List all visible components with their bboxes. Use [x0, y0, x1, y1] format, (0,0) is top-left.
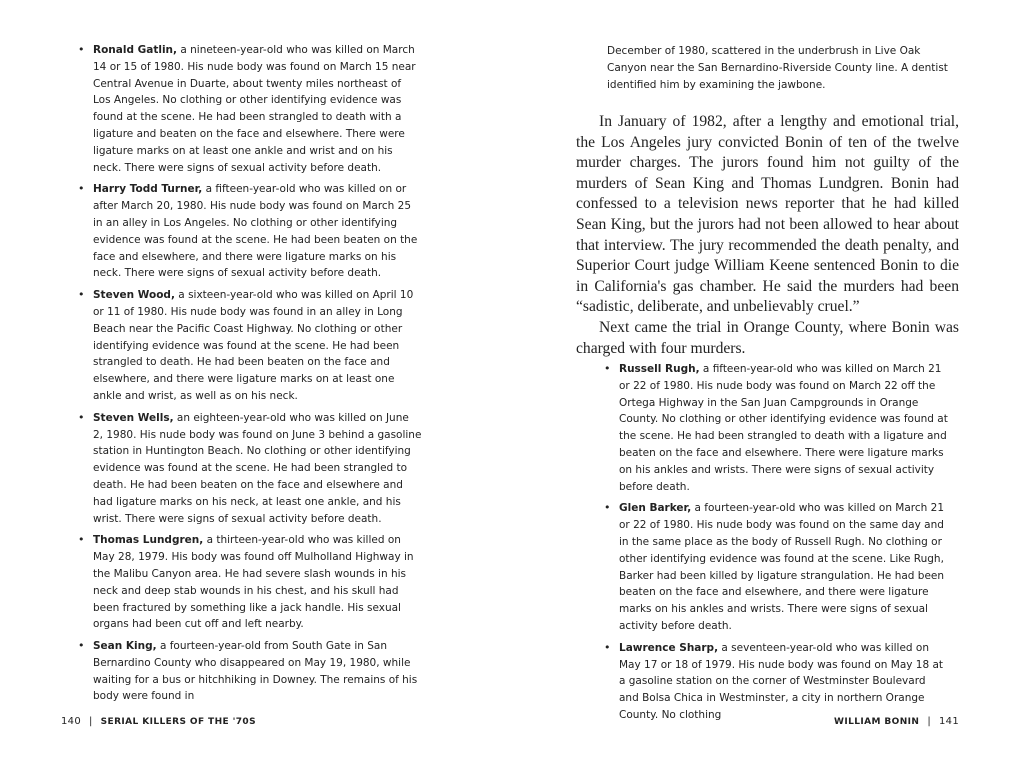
paragraph: In January of 1982, after a lengthy and emotional trial, the Los Angeles jury convicted Bonin of ten of the twelve murder charges. The jurors found him not guilty of the murders of Sean King and Thomas Lundgren. Bonin had confessed to a television news reporter that he had killed Sean King, but the jurors had not been allowed to hear about that interview. The jury recommended the death penalty, and Superior Court judge William Keene sentenced Bonin to die in California's gas chamber. He said the murders had been “sadistic, deliberate, and unbelievably cruel.” [576, 113, 959, 316]
victim-list [77, 42, 422, 710]
list-item [77, 42, 422, 176]
page-footer [834, 716, 959, 727]
right-page [510, 0, 1020, 765]
bullet: • [604, 501, 611, 515]
victim-name: Glen Barker, [619, 502, 692, 515]
victim-name: Russell Rugh, [619, 363, 700, 375]
page-footer [61, 716, 256, 727]
list-item [77, 287, 422, 405]
body-text [576, 112, 959, 359]
bullet: • [78, 182, 85, 196]
page-number: 141 [939, 716, 959, 727]
list-item [603, 361, 948, 495]
victim-description: an eighteen-year-old who was killed on June 2, 1980. His nude body was found on June 3 behind a gasoline station in Huntington Beach. No clothing or other identifying evidence was found at the scene. He had been strangled to death. He had been beaten on the face and elsewhere and had ligature marks on his neck, at least one ankle, and his wrist. There were signs of sexual activity before death. [93, 411, 422, 525]
page-number: 140 [61, 716, 81, 727]
list-item [603, 500, 948, 634]
bullet: • [78, 43, 85, 56]
bullet: • [78, 288, 85, 302]
victim-name: Harry Todd Turner, [93, 183, 203, 196]
victim-description: a fifteen-year-old who was killed on March 21 or 22 of 1980. His nude body was found on March 22 off the Ortega Highway in the San Juan Campgrounds in Orange County. No clothing or other identifying evidence was found at the scene. He had been strangled to death with a ligature and beaten on the face and elsewhere. There were ligature marks on his ankles and wrists. There were signs of sexual activity before death. [619, 363, 948, 493]
victim-name: Steven Wood, [93, 289, 175, 302]
bullet: • [78, 533, 85, 547]
victim-description: a thirteen-year-old who was killed on May 28, 1979. His body was found off Mulholland Highway in the Malibu Canyon area. He had severe slash wounds in his neck and deep stab wounds in his chest, and his skull had been fractured by something like a jack handle. His sexual organs had been cut off and left nearby. [93, 534, 414, 631]
victim-description: a fifteen-year-old who was killed on or after March 20, 1980. His nude body was found on March 25 in an alley in Los Angeles. No clothing or other identifying evidence was found at the scene. He had been beaten on the face and elsewhere, and there were ligature marks on his neck. There were signs of sexual activity before death. [93, 183, 418, 280]
footer-separator: | [89, 716, 93, 727]
victim-description: a nineteen-year-old who was killed on March 14 or 15 of 1980. His nude body was found on March 15 near Central Avenue in Duarte, about twenty miles northeast of Los Angeles. No clothing or other identifying evidence was found at the scene. He had been strangled to death with a ligature and beaten on the face and elsewhere. There were ligature marks on at least one ankle and wrist and on his neck. There were signs of sexual activity before death. [93, 44, 416, 174]
victim-name: Steven Wells, [93, 411, 174, 424]
continued-text: December of 1980, scattered in the underbrush in Live Oak Canyon near the San Bernardino-Riverside County line. A dentist identified him by examining the jawbone. [607, 45, 948, 91]
list-item [77, 181, 422, 282]
bullet: • [604, 362, 611, 375]
victim-name: Sean King, [93, 640, 157, 653]
bullet: • [78, 639, 85, 653]
list-item [603, 640, 948, 724]
bullet: • [78, 410, 85, 424]
bullet: • [604, 640, 611, 654]
running-head: WILLIAM BONIN [834, 717, 920, 727]
paragraph: Next came the trial in Orange County, where Bonin was charged with four murders. [576, 318, 959, 357]
footer-separator: | [927, 716, 931, 727]
victim-list [603, 361, 948, 729]
victim-name: Lawrence Sharp, [619, 641, 719, 654]
victim-description: a sixteen-year-old who was killed on April 10 or 11 of 1980. His nude body was found in an alley in Long Beach near the Pacific Coast Highway. No clothing or other identifying evidence was found at the scene. He had been strangled to death. He had been beaten on the face and elsewhere, and there were ligature marks on at least one ankle and wrist, as well as on his neck. [93, 289, 414, 402]
victim-name: Thomas Lundgren, [93, 534, 204, 547]
victim-description: a fourteen-year-old from South Gate in San Bernardino County who disappeared on May 19, 1980, while waiting for a bus or hitchhiking in Downey. The remains of his body were found in [93, 640, 418, 703]
list-item [77, 410, 422, 528]
victim-description: a seventeen-year-old who was killed on May 17 or 18 of 1979. His nude body was found on May 18 at a gasoline station on the corner of Westminster Boulevard and Bolsa Chica in Westminster, a city in northern Orange County. No clothing [619, 641, 944, 721]
running-head: SERIAL KILLERS OF THE '70S [100, 717, 256, 727]
victim-name: Ronald Gatlin, [93, 44, 178, 56]
list-item [77, 638, 422, 705]
victim-description: a fourteen-year-old who was killed on March 21 or 22 of 1980. His nude body was found on the same day and in the same place as the body of Russell Rugh. No clothing or other identifying evidence was found at the scene. Like Rugh, Barker had been killed by ligature strangulation. He had been beaten on the face and elsewhere, and there were ligature marks on his ankles and wrists. There were signs of sexual activity before death. [619, 502, 945, 632]
list-item [77, 532, 422, 633]
